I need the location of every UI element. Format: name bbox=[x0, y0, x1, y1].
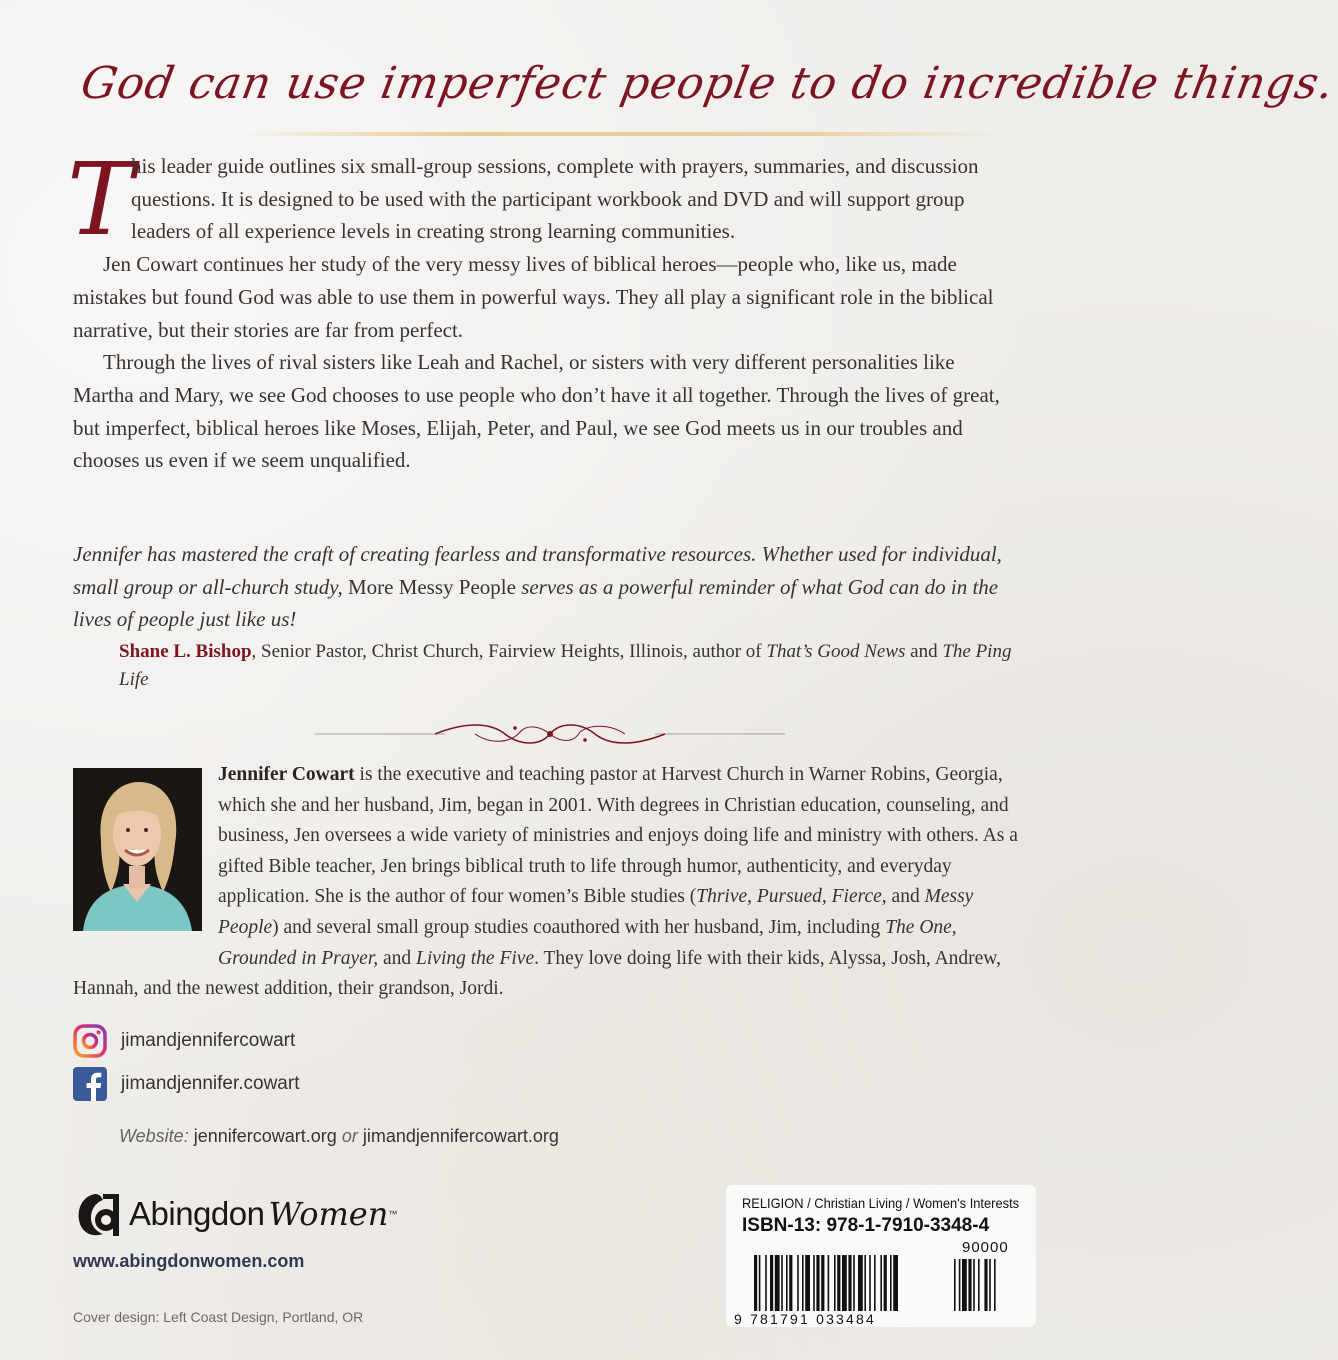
website-line bbox=[119, 1126, 559, 1147]
photo-spacer bbox=[73, 760, 218, 945]
addon-barcode-bar bbox=[984, 1259, 987, 1311]
barcode-bar bbox=[874, 1255, 876, 1311]
barcode-bar bbox=[754, 1255, 757, 1311]
barcode-bar bbox=[884, 1255, 887, 1311]
instagram-icon bbox=[73, 1024, 107, 1058]
facebook-row[interactable] bbox=[73, 1066, 299, 1102]
publisher-logo bbox=[73, 1188, 397, 1240]
dropcap: T bbox=[67, 141, 134, 258]
bisac-category: RELIGION / Christian Living / Women's Interests bbox=[742, 1195, 1020, 1211]
website-link-1[interactable]: jennifercowart.org bbox=[193, 1126, 337, 1146]
barcode-bar bbox=[828, 1255, 830, 1311]
bio-books-2: Messy People bbox=[218, 886, 974, 938]
addon-barcode-bar bbox=[954, 1259, 956, 1311]
price-code: 90000 bbox=[962, 1239, 1009, 1256]
barcode-bar bbox=[813, 1255, 815, 1311]
bio-text-4: and bbox=[383, 947, 412, 969]
quote-text-b: serves as a powerful reminder of what God can do in the lives of people just like us! bbox=[73, 574, 999, 632]
addon-barcode-bar bbox=[968, 1259, 971, 1311]
isbn-panel bbox=[726, 1185, 1036, 1327]
barcode-bar bbox=[880, 1255, 882, 1311]
bio-text-2: , and bbox=[881, 886, 920, 908]
facebook-handle[interactable]: jimandjennifer.cowart bbox=[121, 1073, 300, 1094]
addon-barcode-bar bbox=[994, 1259, 996, 1311]
barcode-bar bbox=[770, 1255, 773, 1311]
endorsement-quote bbox=[73, 538, 1018, 636]
isbn-barcode bbox=[754, 1255, 1024, 1311]
endorser-book-1: That’s Good News bbox=[766, 641, 906, 662]
barcode-bar bbox=[821, 1255, 824, 1311]
endorser-book-2: The Ping Life bbox=[119, 641, 1012, 690]
addon-barcode-bar bbox=[962, 1259, 967, 1311]
tagline: God can use imperfect people to do incredible things. bbox=[77, 58, 1338, 109]
addon-barcode-bar bbox=[978, 1259, 980, 1311]
addon-barcode-bar bbox=[989, 1259, 991, 1311]
barcode-bar bbox=[869, 1255, 871, 1311]
cover-credit: Cover design: Left Coast Design, Portland, OR bbox=[73, 1309, 364, 1325]
publisher-brand: Abingdon bbox=[129, 1195, 265, 1232]
barcode-bar bbox=[786, 1255, 788, 1311]
barcode-bar bbox=[864, 1255, 866, 1311]
barcode-bar bbox=[837, 1255, 840, 1311]
addon-barcode-bar bbox=[959, 1259, 961, 1311]
bio-books-4: Living the Five bbox=[416, 947, 535, 969]
barcode-digits: 9 781791 033484 bbox=[734, 1311, 876, 1327]
barcode-bar bbox=[765, 1255, 767, 1311]
endorsement-attribution bbox=[119, 638, 1019, 694]
bio-text-1: is the executive and teaching pastor at Harvest Church in Warner Robins, Georgia, which she and her husband, Jim, began in 2001. With degrees in Christian education, counseling, and business, Jen oversees a wide variety of ministries and enjoys doing life and ministry with others. As a gifted Bible teacher, Jen brings biblical truth to life through humor, authenticity, and everyday application. She is the author of four women’s Bible studies ( bbox=[218, 764, 1018, 908]
barcode-bar bbox=[797, 1255, 799, 1311]
barcode-bar bbox=[848, 1255, 851, 1311]
barcode-bar bbox=[890, 1255, 892, 1311]
barcode-bar bbox=[816, 1255, 819, 1311]
barcode-bar bbox=[858, 1255, 863, 1311]
intro-text-1: his leader guide outlines six small-group sessions, complete with prayers, summaries, and discussion questions. It is designed to be used with the participant workbook and DVD and will support group leaders of all experience levels in creating strong learning communities. bbox=[131, 154, 979, 244]
bio-text-5: . They love doing life with their kids, Alyssa, Josh, Andrew, Hannah, and the newest addition, their grandson, Jordi. bbox=[73, 947, 1001, 1000]
intro-paragraph-1 bbox=[67, 141, 1018, 258]
endorser-role: , Senior Pastor, Christ Church, Fairview Heights, Illinois, author of bbox=[251, 641, 762, 662]
barcode-bar bbox=[805, 1255, 810, 1311]
quote-text-a: Jennifer has mastered the craft of creating fearless and transformative resources. Whether used for individual, small group or all-church study, bbox=[73, 542, 1002, 599]
intro-paragraph-3: Through the lives of rival sisters like Leah and Rachel, or sisters with very different personalities like Martha and Mary, we see God chooses to use people who don’t have it all together. Through the lives of great, but imperfect, biblical heroes like Moses, Elijah, Peter, and Paul, we see God meets us in our troubles and chooses us even if we seem unqualified. bbox=[73, 350, 1000, 473]
quote-book-title: More Messy People bbox=[347, 574, 516, 599]
facebook-icon bbox=[73, 1067, 107, 1101]
barcode-bar bbox=[789, 1255, 792, 1311]
barcode-bar bbox=[775, 1255, 780, 1311]
barcode-bar bbox=[893, 1255, 898, 1311]
barcode-bar bbox=[842, 1255, 847, 1311]
description bbox=[67, 141, 1018, 477]
website-link-2[interactable]: jimandjennifercowart.org bbox=[362, 1126, 559, 1146]
publisher-url[interactable]: www.abingdonwomen.com bbox=[73, 1251, 305, 1271]
bio-books-1: Thrive, Pursued, Fierce bbox=[696, 886, 882, 908]
barcode-bar bbox=[853, 1255, 855, 1311]
tagline-underline bbox=[240, 132, 1000, 136]
barcode-bar bbox=[834, 1255, 836, 1311]
endorser-name: Shane L. Bishop bbox=[119, 641, 252, 662]
flourish-divider bbox=[315, 714, 785, 754]
barcode-bar bbox=[759, 1255, 761, 1311]
addon-barcode-bar bbox=[973, 1259, 975, 1311]
author-name: Jennifer Cowart bbox=[218, 764, 355, 785]
website-label: Website: bbox=[119, 1126, 189, 1146]
barcode-bar bbox=[781, 1255, 783, 1311]
instagram-row[interactable] bbox=[73, 1023, 295, 1059]
bio-text-3: ) and several small group studies coauthored with her husband, Jim, including bbox=[272, 916, 881, 938]
isbn-number: ISBN-13: 978-1-7910-3348-4 bbox=[742, 1215, 990, 1236]
trademark: ™ bbox=[388, 1209, 398, 1219]
intro-paragraph-2: Jen Cowart continues her study of the very messy lives of biblical heroes—people who, like us, made mistakes but found God was able to use them in powerful ways. They all play a significant role in the biblical narrative, but their stories are far from perfect. bbox=[73, 252, 994, 342]
barcode-bar bbox=[802, 1255, 804, 1311]
endorser-and: and bbox=[910, 641, 938, 662]
instagram-handle[interactable]: jimandjennifercowart bbox=[121, 1030, 296, 1051]
author-bio bbox=[73, 760, 1023, 1005]
publisher-brand-script: Women bbox=[268, 1195, 389, 1233]
bio-books-3: The One, Grounded in Prayer, bbox=[218, 916, 957, 969]
abingdon-logo-icon bbox=[73, 1188, 125, 1240]
website-or: or bbox=[341, 1126, 358, 1146]
